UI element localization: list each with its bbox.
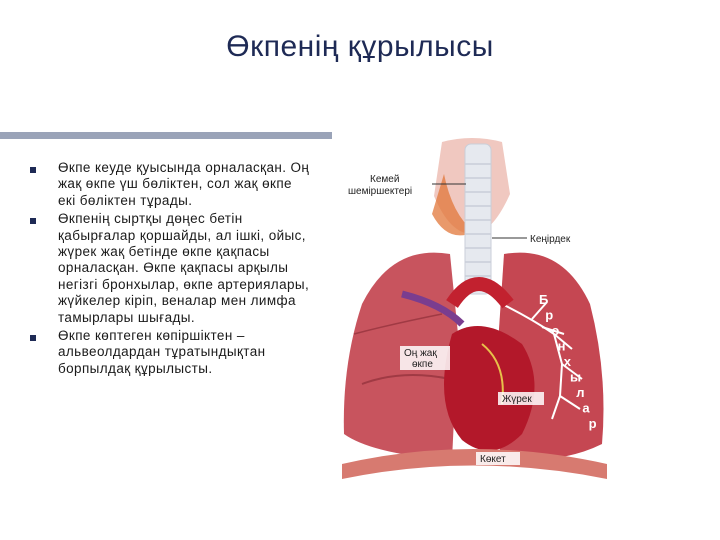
right-lung-label-line1: Оң жақ (404, 348, 437, 359)
trachea-label: Кеңірдек (530, 234, 571, 245)
bullet-list (30, 160, 310, 379)
bronchi-label-letter: ы (570, 369, 582, 385)
diaphragm-label: Көкет (480, 454, 506, 465)
heart-label: Жүрек (502, 394, 532, 405)
lung-anatomy-figure (332, 134, 610, 518)
bronchi-label-letter: о (551, 323, 560, 338)
square-bullet-icon (30, 335, 36, 341)
title-divider (0, 132, 332, 139)
slide-title: Өкпенің құрылысы (226, 30, 494, 63)
bullet-text: Өкпе көптеген көпіршіктен – альвеолдардан тұратындықтан борпылдақ құрылысты. (58, 328, 266, 376)
bronchi-label-letter: л (576, 385, 585, 400)
bronchi-label-letter: а (582, 400, 590, 416)
bronchi-label-letter: х (563, 354, 572, 369)
lung-anatomy-illustration (332, 134, 610, 518)
bullet-item (30, 328, 310, 377)
right-lung-label-line2: өкпе (412, 359, 433, 370)
bronchi-label-letter: Б (539, 292, 549, 307)
bullet-text: Өкпе кеуде қуысында орналасқан. Оң жақ өкпе үш бөліктен, сол жақ өкпе екі бөліктен тұрады. (58, 160, 310, 208)
square-bullet-icon (30, 167, 36, 173)
thyroid-label-line2: шеміршектері (348, 186, 413, 197)
bullet-item (30, 160, 310, 209)
bronchi-label-letter: р (588, 416, 597, 431)
bronchi-label-letter: н (557, 338, 566, 354)
square-bullet-icon (30, 218, 36, 224)
bullet-item (30, 211, 310, 326)
thyroid-label-line1: Кемей (370, 174, 400, 185)
bronchi-label-letter: р (545, 307, 554, 323)
bullet-text: Өкпенің сыртқы дөңес бетін қабырғалар қоршайды, ал ішкі, ойыс, жүрек жақ бетінде өкпе қақпасы орналасқан. Өкпе қақпасы арқылы негізгі бронхылар, өкпе артериялары, жүйкелер кіріп, веналар мен лимфа тамырлары шығады. (58, 211, 310, 325)
